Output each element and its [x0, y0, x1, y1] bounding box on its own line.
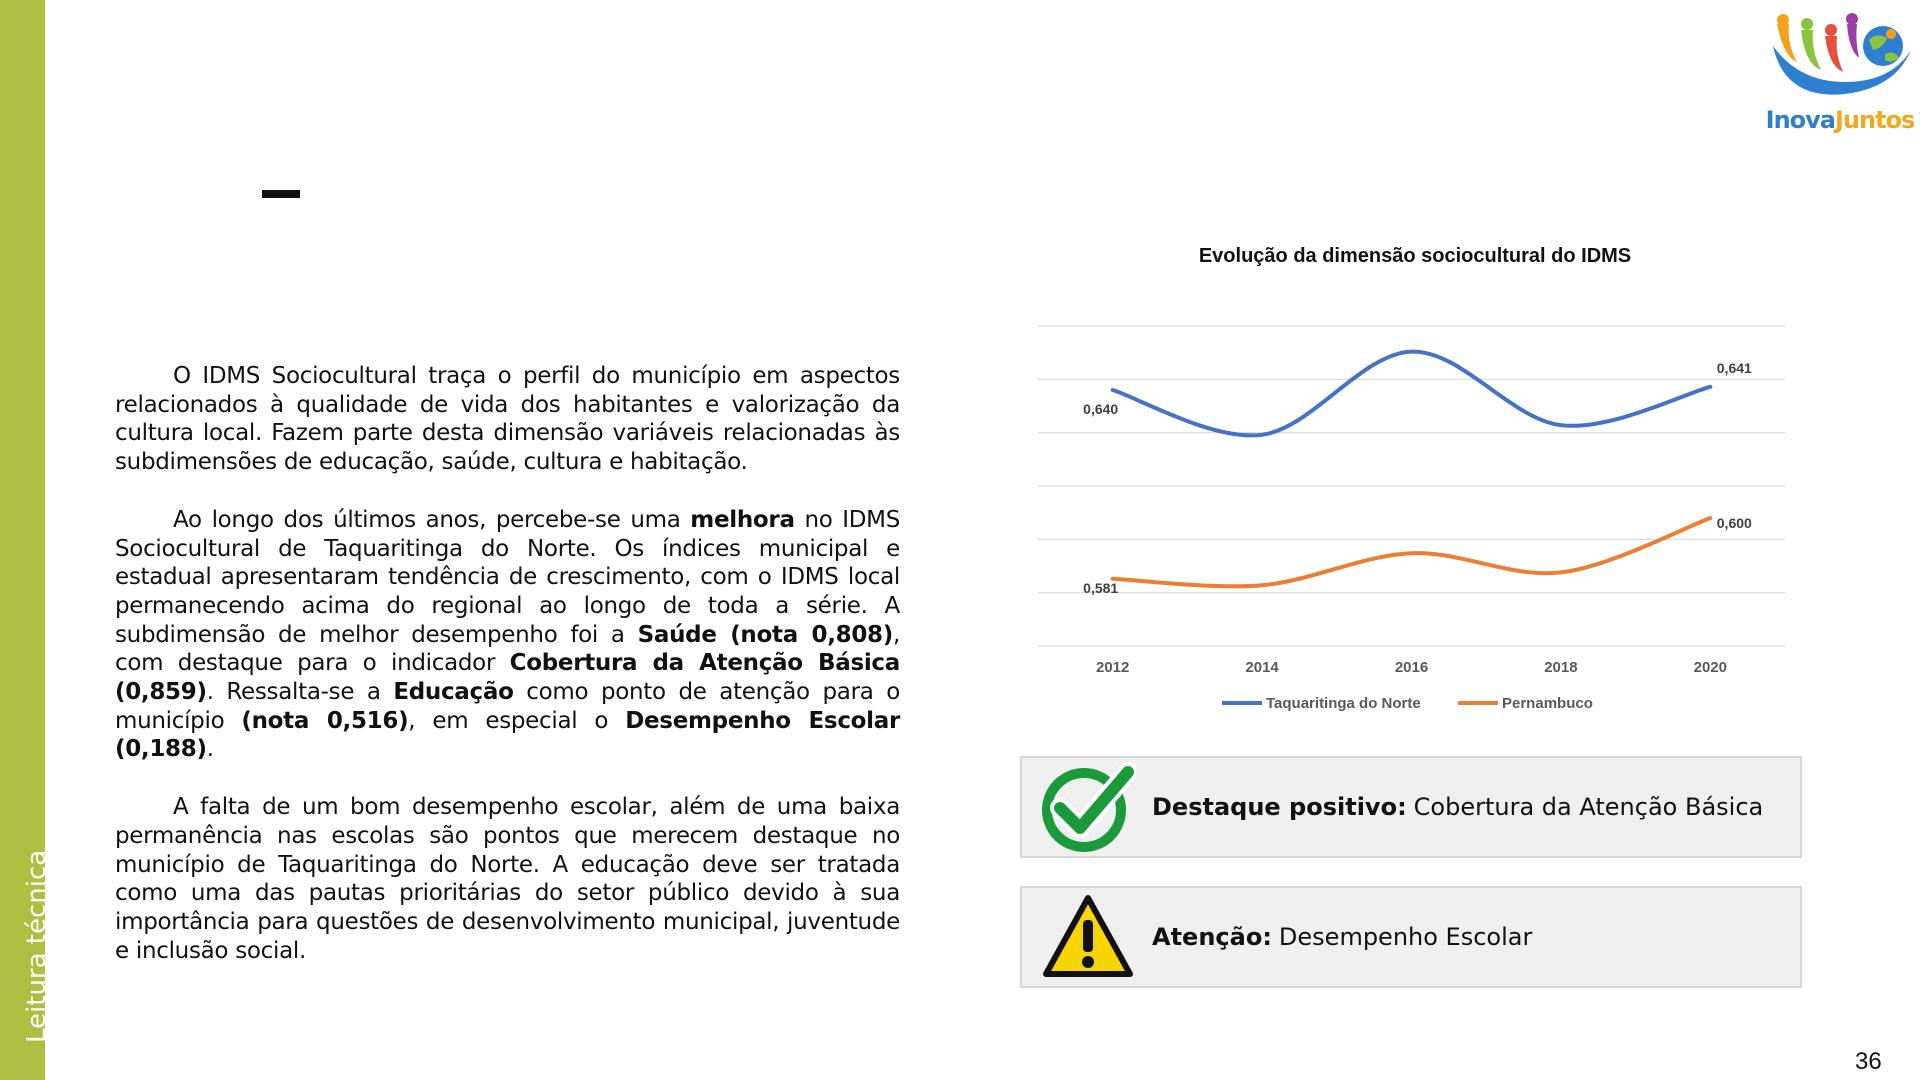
- attention-label: Atenção:: [1152, 923, 1272, 951]
- inova-juntos-logo: [1765, 10, 1915, 140]
- paragraph-3: A falta de um bom desempenho escolar, além de uma baixa permanência nas escolas são pontos que merecem destaque no município de Taquaritinga do Norte. A educação deve ser tratada como uma das pautas prioritárias do setor público devido à sua importância para questões de desenvolvimento municipal, juventude e inclusão social.: [115, 794, 900, 964]
- check-icon: [1040, 762, 1136, 852]
- legend-label: Pernambuco: [1502, 695, 1593, 712]
- data-label: 0,640: [1083, 401, 1119, 417]
- p2-text: no IDMS Sociocultural de Taquaritinga do Norte. Os índices municipal e estadual apresentaram tendência de crescimento, com o IDMS local permanecendo acima do regional ao longo de toda a série. A subdimensão de melhor desempenho foi a: [115, 506, 900, 648]
- title-dash: [262, 190, 300, 198]
- positive-highlight-text: [1152, 758, 1763, 856]
- legend-label: Taquaritinga do Norte: [1266, 695, 1421, 712]
- attention-text: [1152, 888, 1532, 986]
- p2-bold: melhora: [690, 506, 795, 533]
- p2-bold: Educação: [393, 679, 514, 706]
- data-label: 0,581: [1083, 579, 1119, 596]
- p2-text: Ao longo dos últimos anos, percebe-se uma: [173, 506, 691, 533]
- p2-text: como ponto de atenção para o município: [115, 679, 900, 734]
- data-label: 0,600: [1716, 515, 1752, 531]
- x-tick-label: 2014: [1245, 659, 1279, 676]
- p2-text: , em especial o: [408, 707, 626, 734]
- warning-icon: [1040, 892, 1136, 982]
- idms-line-chart: [1000, 230, 1800, 730]
- p2-text: , com destaque para o indicador: [115, 621, 900, 677]
- logo-graphic: [1765, 10, 1915, 106]
- data-point: [1111, 389, 1114, 392]
- data-point: [1559, 424, 1562, 427]
- body-text: [115, 362, 900, 994]
- positive-value: Cobertura da Atenção Básica: [1413, 793, 1764, 821]
- paragraph-2: [115, 506, 900, 764]
- data-point: [1709, 517, 1712, 520]
- series-line-1: [1113, 352, 1711, 436]
- data-point: [1261, 433, 1264, 436]
- data-point: [1559, 571, 1562, 574]
- x-tick-label: 2016: [1394, 659, 1429, 676]
- p2-bold: Desempenho Escolar (0,188): [115, 707, 900, 763]
- page-number: 36: [1855, 1048, 1882, 1075]
- attention-box: [1020, 886, 1802, 988]
- x-tick-label: 2020: [1693, 659, 1727, 676]
- data-point: [1261, 584, 1264, 587]
- p2-text: .: [206, 736, 214, 763]
- p2-text: . Ressalta-se a: [206, 679, 394, 706]
- positive-label: Destaque positivo:: [1152, 793, 1407, 821]
- chart-title: Evolução da dimensão sociocultural do IDMS: [1198, 245, 1632, 267]
- data-label: 0,641: [1716, 359, 1752, 376]
- logo-text-part2: Juntos: [1834, 106, 1915, 134]
- section-label: Leitura técnica: [22, 849, 52, 1043]
- data-point: [1410, 552, 1413, 555]
- x-tick-label: 2018: [1544, 659, 1578, 676]
- p2-bold: Cobertura da Atenção Básica (0,859): [115, 650, 900, 706]
- p2-bold: (nota 0,516): [241, 707, 409, 734]
- data-point: [1410, 350, 1413, 353]
- paragraph-1: O IDMS Sociocultural traça o perfil do município em aspectos relacionados à qualidade de vida dos habitantes e valorização da cultura local. Fazem parte desta dimensão variáveis relacionadas às subdimensões de educação, saúde, cultura e habitação.: [115, 363, 900, 476]
- data-point: [1709, 385, 1712, 388]
- attention-value: Desempenho Escolar: [1278, 923, 1533, 951]
- positive-highlight-box: [1020, 756, 1802, 858]
- logo-text: [1765, 106, 1915, 134]
- logo-text-part1: Inova: [1765, 106, 1835, 134]
- x-tick-label: 2012: [1096, 659, 1130, 676]
- side-bar: [0, 0, 52, 1080]
- p2-bold: Saúde (nota 0,808): [637, 621, 893, 648]
